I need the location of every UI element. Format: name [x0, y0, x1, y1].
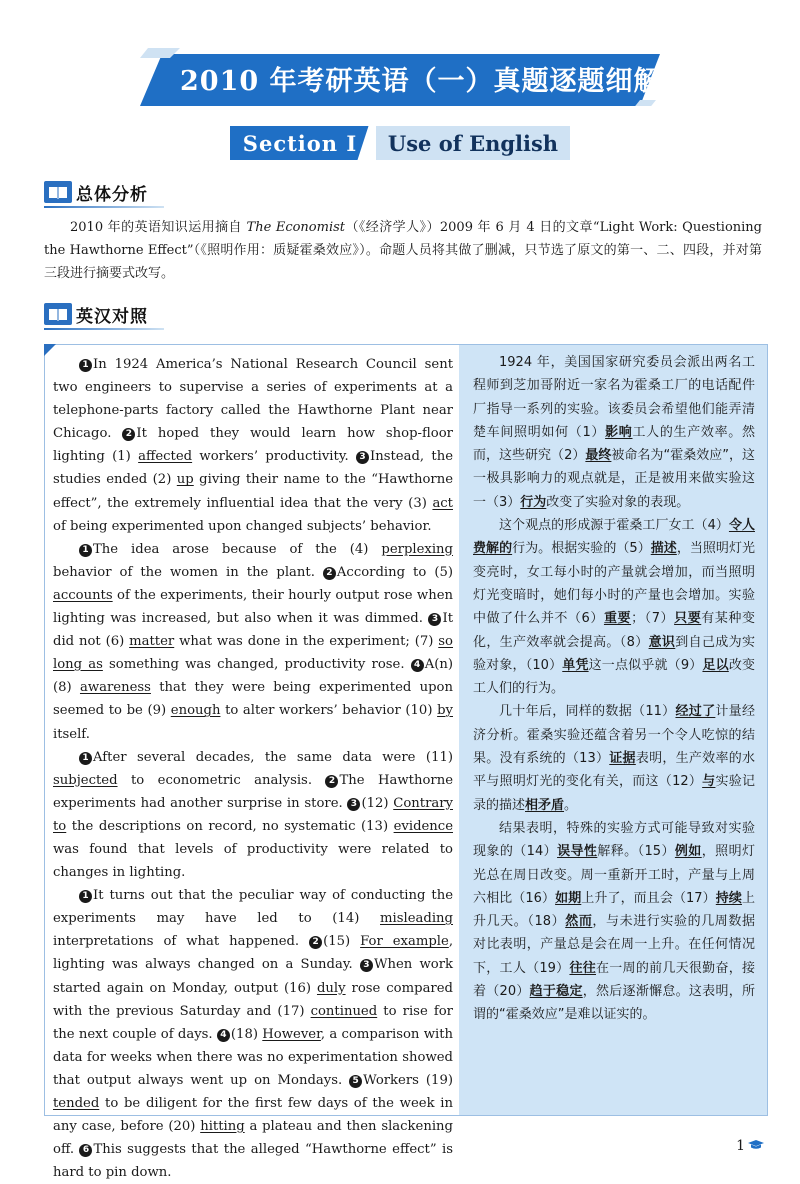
text-run: (12) — [361, 795, 394, 811]
text-run: (15) — [323, 934, 361, 950]
text-run: The Hawthorne experiments had another surprise in store. — [53, 772, 453, 811]
graduation-cap-icon — [748, 1138, 764, 1154]
text-run: of the experiments, their hourly output rose when lighting was increased, but also when it was dimmed. — [53, 587, 453, 627]
answer-blank: accounts — [53, 587, 113, 603]
text-run: 计量经济分析。霍桑实验还蕴含着另一个令人吃惊的结果。没有系统的（13） — [473, 704, 755, 767]
text-run: 有某种变化，生产效率就会提高。（8） — [473, 611, 755, 650]
answer-blank: 行为 — [520, 494, 547, 510]
text-run: 在一周的前几天很勤奋，接着（20） — [473, 960, 755, 1000]
text-run: behavior of the women in the plant. — [53, 564, 323, 580]
sentence-number: 5 — [349, 1075, 362, 1088]
answer-blank: 往往 — [569, 960, 596, 976]
english-paragraph — [53, 353, 453, 538]
text-run: itself. — [53, 726, 90, 742]
answer-blank: awareness — [79, 680, 151, 696]
chinese-column — [459, 345, 767, 1115]
answer-blank: affected — [138, 449, 193, 465]
chapter-title: 2010 年考研英语（一）真题逐题细解 — [180, 66, 662, 97]
answer-blank: 例如 — [674, 844, 702, 860]
text-run: 上升了，而且会（17） — [581, 890, 716, 906]
text-run: to be diligent for the first few days of the week in any case, before (20) — [53, 1096, 453, 1135]
answer-blank: matter — [129, 634, 175, 650]
text-run: to alter workers’ behavior (10) — [220, 703, 438, 719]
text-run: It turns out that the peculiar way of conducting the experiments may have led to (14) — [53, 888, 453, 927]
text-run: 工人的生产效率。然而，这些研究（2） — [473, 424, 755, 464]
sentence-number: 3 — [360, 959, 373, 972]
chinese-paragraph — [473, 514, 755, 700]
page-number: 1 — [736, 1138, 745, 1154]
text-run: 到自己成为实验对象，（10） — [473, 634, 755, 673]
text-run: interpretations of what happened. — [53, 934, 310, 950]
answer-blank: by — [437, 703, 453, 719]
heading-rule — [44, 206, 164, 208]
section-header — [230, 126, 570, 160]
sentence-number: 1 — [79, 359, 92, 372]
overview-heading — [44, 180, 148, 204]
answer-blank: up — [176, 472, 194, 488]
chinese-paragraph — [473, 351, 755, 514]
text-run: 上升几天。（18） — [473, 890, 755, 930]
answer-blank: 意识 — [648, 634, 676, 650]
answer-blank: Contrary to — [53, 795, 453, 834]
text-run: what was done in the experiment; (7) — [174, 634, 439, 650]
text-run: to econometric analysis. — [117, 772, 326, 788]
sentence-number: 1 — [79, 890, 92, 903]
sentence-number: 6 — [79, 1144, 92, 1157]
sentence-number: 3 — [428, 613, 441, 626]
text-run: 。 — [564, 797, 578, 813]
sentence-number: 2 — [122, 428, 135, 441]
text-run: It did not (6) — [53, 611, 453, 650]
text-run: A(n) (8) — [53, 657, 453, 696]
answer-blank: hitting — [200, 1119, 245, 1135]
text-run: When work started again on Monday, output (16) — [53, 957, 453, 996]
text-run: This suggests that the alleged “Hawthorne effect” is hard to pin down. — [53, 1142, 453, 1181]
text-run: to rise for the next couple of days. — [53, 1003, 453, 1042]
answer-blank: duly — [316, 980, 346, 996]
text-run: was found that levels of productivity were related to changes in lighting. — [53, 841, 453, 881]
answer-blank: 足以 — [702, 657, 729, 673]
answer-blank: 然而 — [565, 914, 593, 930]
answer-blank: continued — [310, 1003, 378, 1019]
book-icon — [44, 303, 72, 325]
answer-blank: 令人费解的 — [473, 518, 755, 557]
answer-blank: 最终 — [585, 448, 612, 464]
book-icon — [44, 181, 72, 203]
chapter-banner — [140, 48, 660, 106]
answer-blank: evidence — [393, 818, 453, 834]
sentence-number: 2 — [323, 567, 336, 580]
answer-blank: 描述 — [650, 541, 677, 557]
answer-blank: tended — [53, 1096, 100, 1111]
text-run: ，照明灯光总在周日改变。周一重新开工时，产量与上周六相比（16） — [473, 844, 755, 906]
text-run: ，然后逐渐懈怠。这表明，所谓的“霍桑效应”是难以证实的。 — [473, 984, 755, 1023]
compare-heading-label: 英汉对照 — [76, 306, 148, 327]
text-run: a plateau and then slackening off. — [53, 1119, 453, 1158]
overview-heading-label: 总体分析 — [76, 184, 148, 205]
answer-blank: 趋于稳定 — [529, 984, 583, 1000]
answer-blank: 持续 — [715, 890, 742, 906]
answer-blank: misleading — [380, 911, 453, 927]
text-run: 被命名为“霍桑效应”，这一极具影响力的观点就是，正是被用来做实验这一（3） — [473, 448, 755, 510]
answer-blank: 单凭 — [562, 657, 589, 673]
answer-blank: 相矛盾 — [525, 797, 565, 813]
chinese-paragraph — [473, 700, 755, 816]
sentence-number: 1 — [79, 544, 92, 557]
text-run: After several decades, the same data were (11) — [93, 749, 453, 765]
text-run: that they were being experimented upon seemed to be (9) — [53, 680, 453, 719]
text-run: the descriptions on record, no systematic (13) — [66, 818, 394, 834]
text-run: ，当照明灯光变亮时，女工每小时的产量就会增加，而当照明灯光变暗时，她们每小时的产量也会增加。实验中做了什么并不（6） — [473, 541, 755, 627]
text-run: 1924 年，美国国家研究委员会派出两名工程师到芝加哥附近一家名为霍桑工厂的电话配件厂指导一系列的实验。该委员会希望他们能弄清楚车间照明如何（1） — [473, 355, 755, 440]
text-run: It hoped they would learn how shop-floor lighting (1) — [53, 426, 453, 465]
answer-blank: 与 — [702, 774, 716, 790]
answer-blank: 经过了 — [675, 704, 716, 720]
answer-blank: enough — [170, 703, 221, 719]
text-run: 表明，生产效率的水平与照明灯光的变化有关，而这（12） — [473, 751, 755, 790]
sentence-number: 4 — [217, 1029, 230, 1042]
overview-text — [44, 216, 762, 285]
text-run: rose compared with the previous Saturday and (17) — [53, 980, 453, 1019]
overview-source: The Economist — [246, 220, 346, 235]
text-run: 实验记录的描述 — [473, 774, 755, 813]
text-run: of being experimented upon changed subjects’ behavior. — [53, 518, 432, 534]
answer-blank: act — [432, 495, 453, 511]
text-run: 改变工人们的行为。 — [473, 657, 755, 697]
sentence-number: 2 — [309, 936, 322, 949]
answer-blank: subjected — [53, 772, 118, 788]
answer-blank: perplexing — [381, 541, 453, 557]
text-run: ，与未进行实验的几周数据对比表明，产量总是会在周一上升。在任何情况下，工人（19） — [473, 914, 755, 976]
english-paragraph — [53, 746, 453, 885]
page-footer — [736, 1138, 764, 1154]
answer-blank: 影响 — [605, 424, 633, 440]
bilingual-comparison — [44, 344, 768, 1181]
text-run: 解释。（15） — [597, 844, 675, 860]
answer-blank: 误导性 — [557, 844, 598, 860]
answer-blank: For example — [360, 934, 449, 950]
text-run: , lighting was always changed on a Sunday. — [53, 934, 454, 973]
text-run: According to (5) — [336, 564, 453, 580]
overview-text-after: （《经济学人》）2009 年 6 月 4 日的文章“Light Work: Questioning the Hawthorne Effect”（《照明作用：质疑霍桑效应》）。命题人员将其做了删减，只节选了原文的第一、二、四段，并对第三段进行摘要式改写。 — [44, 220, 763, 281]
text-run: 改变了实验对象的表现。 — [546, 494, 690, 510]
chinese-text — [473, 351, 755, 1027]
text-run: workers’ productivity. — [192, 449, 357, 465]
answer-blank: 重要 — [603, 611, 632, 627]
sentence-number: 3 — [347, 798, 360, 811]
text-run: something was changed, productivity rose. — [102, 657, 411, 673]
answer-blank: 如期 — [555, 890, 582, 906]
sentence-number: 4 — [411, 659, 424, 672]
text-run: Instead, the studies ended (2) — [53, 449, 454, 488]
answer-blank: so long as — [53, 634, 453, 673]
text-run: ；（7） — [631, 611, 675, 627]
text-run: 这一点似乎就（9） — [588, 657, 703, 673]
sentence-number: 1 — [79, 752, 92, 765]
overview-text-before: 2010 年的英语知识运用摘自 — [70, 220, 247, 235]
text-run: Workers (19) — [363, 1072, 453, 1088]
text-run: 结果表明，特殊的实验方式可能导致对实验现象的（14） — [473, 820, 755, 860]
answer-blank: 只要 — [674, 611, 702, 627]
english-paragraph — [53, 884, 453, 1184]
answer-blank: However — [262, 1026, 321, 1042]
sentence-number: 2 — [325, 775, 338, 788]
answer-blank: 证据 — [609, 751, 636, 767]
chinese-paragraph — [473, 817, 755, 1027]
text-run: , a comparison with data for weeks when there was no experimentation showed that output always went up on Mondays. — [53, 1026, 453, 1088]
text-run: 行为。根据实验的（5） — [512, 541, 651, 557]
text-run: 几十年后，同样的数据（11） — [499, 704, 676, 720]
english-column — [53, 353, 453, 1184]
sentence-number: 3 — [356, 451, 369, 464]
heading-rule — [44, 328, 164, 330]
text-run: giving their name to the “Hawthorne effect”, the extremely influential idea that the very (3) — [53, 472, 453, 511]
compare-heading — [44, 302, 148, 326]
text-run: In 1924 America’s National Research Council sent two engineers to supervise a series of experiments at a telephone-parts factory called the Hawthorne Plant near Chicago. — [53, 357, 453, 442]
text-run: (18) — [230, 1026, 263, 1042]
text-run: The idea arose because of the (4) — [93, 541, 382, 557]
text-run: 这个观点的形成源于霍桑工厂女工（4） — [499, 518, 729, 534]
section-title: Use of English — [376, 126, 570, 160]
english-paragraph — [53, 538, 453, 746]
section-number: Section Ⅰ — [230, 126, 370, 160]
